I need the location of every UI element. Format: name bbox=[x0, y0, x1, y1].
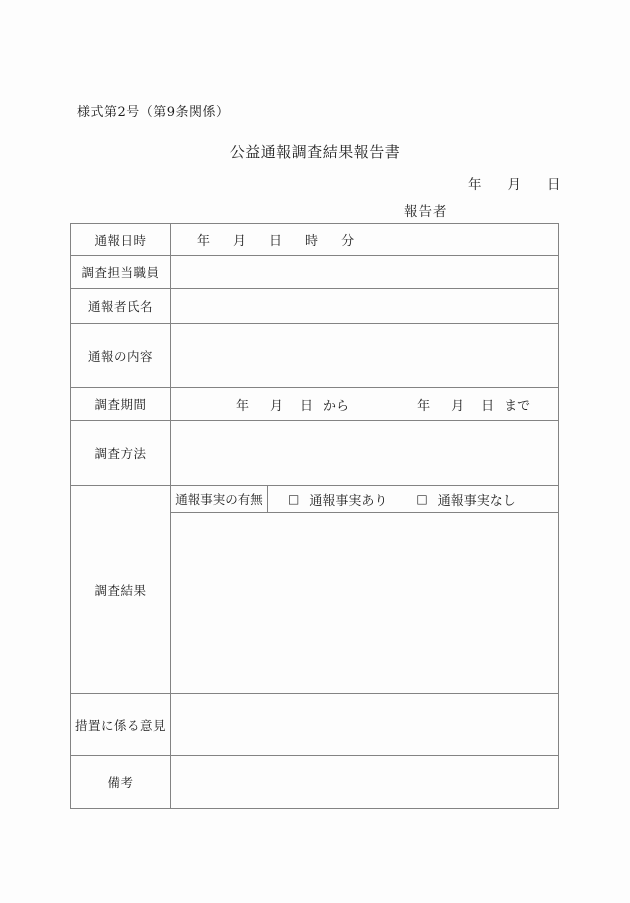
fact-yes-label: 通報事実あり bbox=[309, 493, 388, 509]
fact-presence-subrow bbox=[171, 486, 558, 513]
opinion-field bbox=[171, 694, 559, 756]
header-date-month: 月 bbox=[507, 177, 521, 193]
datetime-year: 年 bbox=[197, 234, 211, 249]
row-label-remarks: 備考 bbox=[71, 756, 171, 809]
row-label-reporter-name: 通報者氏名 bbox=[71, 289, 171, 324]
period-to-month: 月 bbox=[451, 398, 465, 414]
form-number: 様式第2号（第9条関係） bbox=[77, 105, 230, 120]
investigation-result-field bbox=[171, 486, 559, 694]
checkbox-fact-no-icon: □ bbox=[416, 492, 428, 506]
checkbox-fact-yes-icon: □ bbox=[288, 492, 300, 506]
header-date-day: 日 bbox=[547, 177, 561, 193]
row-opinion bbox=[71, 694, 559, 756]
row-investigator bbox=[71, 256, 559, 289]
row-investigation-result bbox=[71, 486, 559, 694]
report-datetime-field bbox=[171, 224, 559, 256]
period-from-suffix: から bbox=[323, 398, 350, 414]
datetime-minute: 分 bbox=[341, 234, 355, 249]
report-datetime-tokens bbox=[181, 230, 558, 249]
row-label-opinion: 措置に係る意見 bbox=[71, 694, 171, 756]
header-date-year: 年 bbox=[468, 177, 482, 193]
row-label-investigation-result: 調査結果 bbox=[71, 486, 171, 694]
fact-no-label: 通報事実なし bbox=[437, 493, 516, 509]
document-title: 公益通報調査結果報告書 bbox=[229, 143, 401, 161]
investigation-result-body bbox=[171, 513, 558, 693]
row-label-investigation-period: 調査期間 bbox=[71, 388, 171, 421]
datetime-hour: 時 bbox=[305, 234, 319, 249]
investigator-field bbox=[171, 256, 559, 289]
investigation-period-field bbox=[171, 388, 559, 421]
header-date-line bbox=[468, 173, 561, 193]
report-content-field bbox=[171, 324, 559, 388]
period-to-year: 年 bbox=[417, 398, 431, 414]
row-report-datetime bbox=[71, 224, 559, 256]
row-label-investigator: 調査担当職員 bbox=[71, 256, 171, 289]
fact-presence-options bbox=[268, 486, 558, 512]
period-to-suffix: まで bbox=[504, 398, 531, 414]
datetime-day: 日 bbox=[269, 234, 283, 249]
row-label-investigation-method: 調査方法 bbox=[71, 421, 171, 486]
period-from-month: 月 bbox=[270, 398, 284, 414]
investigation-period-tokens bbox=[181, 395, 558, 414]
row-label-report-content: 通報の内容 bbox=[71, 324, 171, 388]
reporter-label: 報告者 bbox=[404, 204, 448, 220]
reporter-name-field bbox=[171, 289, 559, 324]
row-investigation-period bbox=[71, 388, 559, 421]
row-investigation-method bbox=[71, 421, 559, 486]
period-from-day: 日 bbox=[300, 398, 314, 414]
fact-presence-header: 通報事実の有無 bbox=[171, 486, 268, 512]
row-remarks bbox=[71, 756, 559, 809]
period-to-day: 日 bbox=[481, 398, 495, 414]
row-label-report-datetime: 通報日時 bbox=[71, 224, 171, 256]
datetime-month: 月 bbox=[233, 234, 247, 249]
remarks-field bbox=[171, 756, 559, 809]
investigation-method-field bbox=[171, 421, 559, 486]
row-report-content bbox=[71, 324, 559, 388]
report-table bbox=[70, 223, 559, 809]
period-from-year: 年 bbox=[236, 398, 250, 414]
row-reporter-name bbox=[71, 289, 559, 324]
